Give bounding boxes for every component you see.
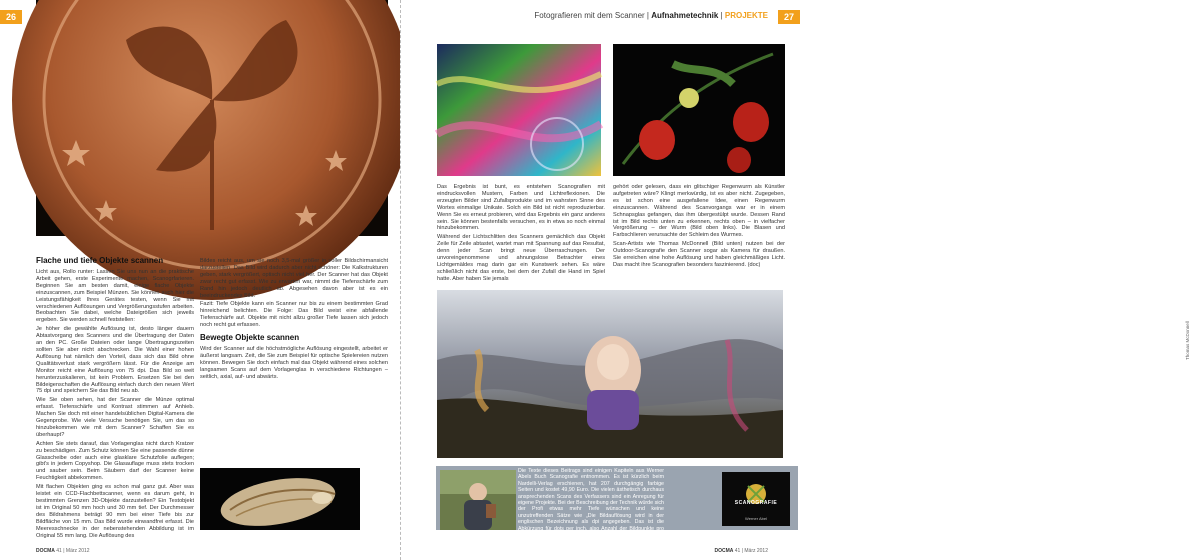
running-head-section: Aufnahmetechnik: [651, 11, 719, 20]
section-heading: Flache und tiefe Objekte scannen: [36, 256, 164, 265]
footer: [36, 548, 90, 554]
running-head-category: PROJEKTE: [724, 11, 768, 20]
paragraph: Das Ergebnis ist bunt, es entstehen Scanografien mit eindrucksvollen Mustern, Farben und Lichtreflexionen. Die erzeugten Bilder sind Zufallsprodukte und im wahrsten Sinne des Wortes einmalige Unikate. Solch ein Bild ist nicht reproduzierbar. Wenn Sie es erneut probieren, wird das Ergebnis ein ganz anderes sein. Sie können bestenfalls versuchen, es in etwa so noch einmal hinzubekommen.: [437, 184, 605, 232]
outdoor-scan-photo: [437, 290, 783, 458]
running-head: Fotografieren mit dem Scanner | Aufnahmetechnik | PROJEKTE: [534, 11, 768, 20]
sea-snail-photo: [200, 468, 360, 530]
paragraph: Während der Lichtschlitten des Scanners gemächlich das Objekt Zeile für Zeile abtastet, wartet man mit Spannung auf das Resultat, denn jeder Scan bringt neue Überraschungen. Der unvoreingenommene und ahnungslose Betrachter eines Lichtgemäldes mag darin gar ein Kunstwerk sehen. Es wäre schließlich nicht das erste, bei dem der Zufall die Hand im Spiel hatte. Aber haben Sie jemals: [437, 234, 605, 282]
footer-brand: DOCMA: [714, 548, 734, 554]
photo-credit: Thomas McDonnell: [1185, 321, 1190, 360]
paragraph: Mit flachen Objekten ging es schon mal ganz gut. Aber was leistet ein CCD-Flachbettscanner, wenn es darum geht, in bestimmten Grenzen 3D-Objekte darzustellen? Ein Testobjekt ist im Original 50 mm hoch und 30 mm tief. Der Durchmesser des Bildrahmens beträgt 90 mm bei einer Tiefe bis zur Bildfläche von 15 mm. Das Bild wurde einwandfrei erfasst. Die Meeresschnecke in der nebenstehenden Abbildung ist im Original 55 mm lang. Die Auflösung des: [36, 484, 194, 539]
worm-scan-photo: [437, 44, 601, 176]
footer-issue: 41 | März 2012: [734, 548, 768, 554]
book-info-text: Die Texte dieses Beitrags sind einigen Kapiteln aus Werner Abels Buch Scanografie entnommen. Es ist kürzlich beim Nardelli-Verlag erschienen, hat 207 durchgängig farbige Seiten und kostet 49,90 Euro. Die vielen ästhetisch durchaus ansprechenden Scans des Verfassers sind ein Anregung für eigene Projekte. Bei der Beschreibung der Technik würde sich der Profi etwas mehr Tiefe wünschen und keine unzutreffenden Sätze wie „Die Bildauflösung wird in der englischen Bezeichnung als dpi angegeben. Das ist die Abkürzung für dots per inch, also Anzahl der Bildpunkte pro Zoll“. Die Idee, das Buch nach oben aufzuklappen, ist eine nette Scanner-Analogie – nach dem Lesen und einem Krampf im Handgelenk weiß man jedoch, warum das nicht üblich ist.: [518, 468, 664, 551]
left-text-column-1: [36, 256, 194, 556]
paragraph: Wie Sie oben sehen, hat der Scanner die Münze optimal erfasst. Tiefenschärfe und Kontrast stimmen auf Anhieb. Machen Sie doch mit einer handelsüblichen Digital-Kamera die Gegenprobe. Wie viele Versuche benötigen Sie, um das so hinzubekommen wie mit dem Scanner? Schaffen Sie es überhaupt?: [36, 397, 194, 438]
footer-brand: DOCMA: [36, 548, 55, 554]
paragraph: Bildes reicht aus, um sie noch 3,5-mal größer in voller Bildschirmansicht darzustellen. Das Bild wird dadurch aber nicht schöner: Die Kalkstrukturen geben, stark vergrößert, optisch nicht viel her. Der Scanner hat das Objekt zwar recht gut erfasst. Wie zu erwarten war, nimmt die Tiefenschärfe zum Rand hin jedoch deutlich ab. Abgesehen davon aber ist es ein beeindruckendes Bild.: [200, 258, 388, 299]
paragraph: Licht aus, Rollo runter: Lassen Sie uns nun an die praktische Arbeit gehen, erste Experimente machen, Scanogrfarieren. Beginnen Sie am besten damit, einige flache Objekte einzuscannen, zum Beispiel Münzen. Sie können auch hier die Leistungsfähigkeit Ihres Gerätes testen, wenn Sie mit verschiedenen Auflösungen und Vergrößerungsstufen arbeiten. Beobachten Sie dabei, welche Dateigrößen sich jeweils ergeben. Sie werden schnell feststellen:: [36, 269, 194, 324]
paragraph: Fazit: Tiefe Objekte kann ein Scanner nur bis zu einem bestimmten Grad hinreichend belichten. Die Folge: Das Bild weist eine abfallende Tiefenschärfe auf. Objekte mit nicht allzu großer Tiefe lassen sich jedoch noch recht gut erfassen.: [200, 301, 388, 329]
right-text-column-2: [613, 184, 785, 284]
left-page: [0, 0, 400, 560]
strawberry-photo: [613, 44, 785, 176]
coin-photo: [36, 0, 388, 236]
footer-issue: 41 | März 2012: [56, 548, 90, 554]
book-cover-title: SCANOGRAFIE: [734, 500, 778, 506]
book-cover-author: Werner Abel: [745, 516, 767, 521]
right-text-column-1: [437, 184, 605, 284]
paragraph: Wird der Scanner auf die höchstmögliche Auflösung eingestellt, arbeitet er äußerst langsam. Zeit, die Sie zum Beispiel für optische Spielereien nutzen können. Bewegen Sie doch einfach mal das Objekt während eines solchen langsamen Scans auf dem Vorlagenglas in verschiedene Richtungen – seitlich, axial, auf- und abwärts.: [200, 346, 388, 380]
footer: [714, 548, 768, 554]
paragraph: Achten Sie stets darauf, das Vorlagenglas nicht durch Kratzer zu beschädigen. Zum Schutz können Sie eine passende dünne Glasscheibe oder auch eine glasklare Schutzfolie auflegen; gibt's in jedem Copyshop. Die Glasauflage muss stets trocken und sauber sein. Beim Säubern darf der Scanner keine Feuchtigkeit abbekommen.: [36, 440, 194, 482]
author-photo: [440, 470, 516, 530]
left-text-column-2: [200, 258, 388, 464]
section-heading: Bewegte Objekte scannen: [200, 333, 300, 343]
running-head-title: Fotografieren mit dem Scanner: [534, 11, 645, 20]
paragraph: gehört oder gelesen, dass ein glitschiger Regenwurm als Künstler aufgetreten wäre? Klingt merkwürdig, ist es aber nicht. Zugegeben, es ist schon eine ausgefallene Idee, einen Regenwurm einzuscannen. Während des Scanvorgangs war er in einem Schnapsglas gefangen, das ihm übergestülpt wurde. Dessen Rand ist im Bild rechts unten zu erkennen, rechts oben – in vielfacher Vergrößerung – der Wurm (Bild oben links). Die Blasen und Farbschlieren verursachte der Schleim des Wurmes.: [613, 184, 785, 239]
page-number: 26: [0, 10, 22, 24]
page-number: 27: [778, 10, 800, 24]
paragraph: Scan-Artists wie Thomas McDonnell (Bild unten) nutzen bei der Outdoor-Scanografie den Scanner sogar als Kamera für draußen. Sie erreichen eine hohe Auflösung und haben gleichmäßiges Licht. Das macht ihre Scanografien besonders faszinierend. (doc): [613, 241, 785, 268]
paragraph: Je höher die gewählte Auflösung ist, desto länger dauern Abtastvorgang des Scanners und die Übertragung der Daten an den PC. Große Dateien oder lange Übertragungszeiten sollten Sie aber nicht abschrecken. Die Wahl einer hohen Auflösung hat nämlich den Vorteil, dass sich das Bild ohne Qualitätsverlust stark vergrößern lässt. Für die Anzeige am Monitor reicht eine Auflösung von 75 dpi. Das Bild so weit herunterzuskalieren, ist kein Problem. Ersetzen Sie bei den Bildeigenschaften die Auflösung einfach durch den neuen Wert 75 dpi und speichern Sie das Bild neu ab.: [36, 326, 194, 395]
